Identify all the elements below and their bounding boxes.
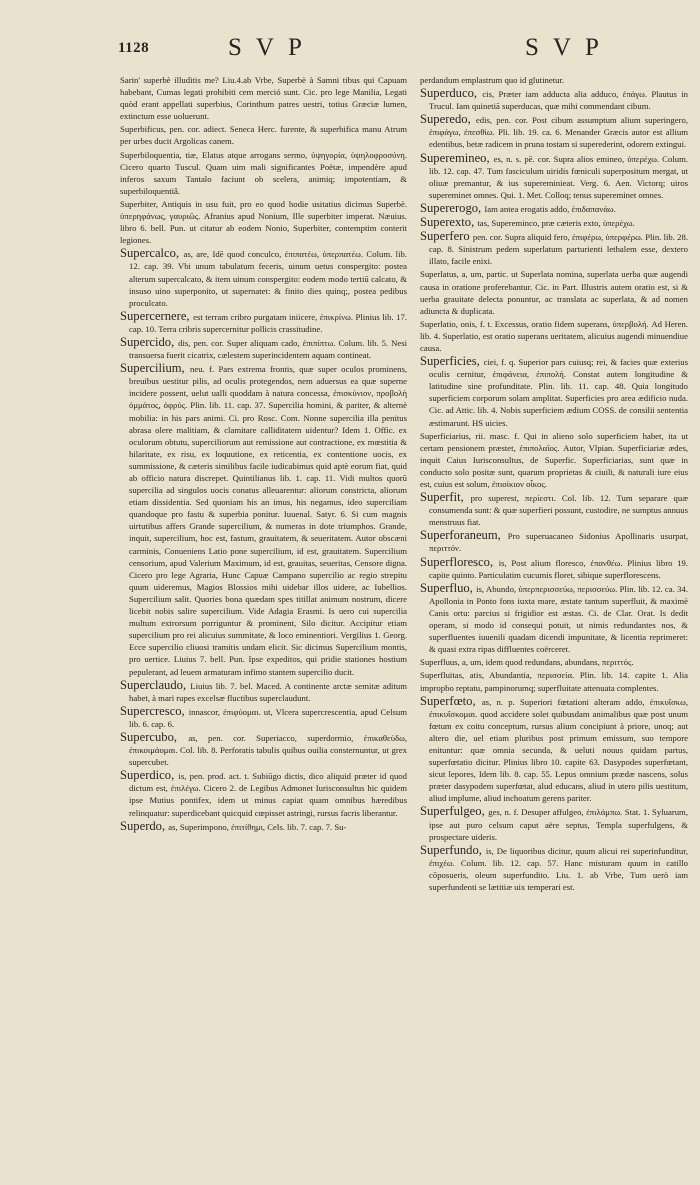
entry-text: Superbiter, Antiquis in usu fuit, pro eo quod hodie usitatius dicimus Superbè. ὑπερηφάνως, γαυριῶς. Afranius apud Nonium, Ille superbiter imperat. Næuius. libro 6. bell. Pun. ut citatur ab eodem Nonio, Superbiter, contemptim conterit legiones.	[120, 198, 407, 246]
entry-text: Superbificus, pen. cor. adiect. Seneca Herc. furente, & superbifica manu Atrum per urbes ducit Argolicas canem.	[120, 124, 407, 147]
entry-headword: Superedo,	[420, 112, 476, 127]
entry-text: neu. f. Pars extrema frontis, quæ super oculos prominens, breuibus uestitur pilis, ad oculis protegendos, nem aduersus ea quæ superne incidere possent, uelut ualli quoddam à natura concessa, ἐπισκύνιον, προβολὴ ὀμμάτος, ὀφρύς. Plin. lib. 11. cap. 37. Supercilia homini, & pariter, & alternè mobilia: in his pars animi. Ci. pro Rosc. Com. Nonne supercilia illa penitus abrasa olere malitiam, & clamitare calliditatem uidentur? Idem 1. Offic. ex oculorum obtutu, superciliorum aut remissione aut contractione, ex mœstitia & hilaritate, ex risu, ex loquutione, ex reticentia, ex contentione uocis, ex summissione, & cæteris similibus facile iudicabimus quid aptè eorum fiat, quid ab officio natura discrepet. Quintilianus lib. 1. cap. 11. Vidi multos quorū supercilia ad singulos uocis conatus alleuarentur: aliorum constricta, aliorum etiam dissidentia. Sed quoniam his an imus, his negamus, ideo superciliam quandoque pro fastu & superbia ponitur. Iuuenal. Satyr. 6. Si cum magnis uirtutibus affers Grande supercilium, & numeras in dote triumphos. Grande, inquit, supercilium, hoc est, fastum, grauitatem, & seueritatem. Autor obscæni carminis, Conueniens Latio pone supercilium, id est, grauitatem. Supercilium censorium, apud Valerium Maximum, id est, grauitas, seueritas, Censore digna. Cicero pro lege Agraria, Hunc Capuæ Campano supercilio ac regio strepitu quum uideremus, Magios Blossios mihi uidebar illos uidere, ac Iubellios. Supercilium salit. Quories bona quædam spes titillat animum nostrum, dicere licebit nobis salire supercilium. Vide Adagia Erasmi. Is uero cui supercilia multum extrorsum porriguntur & prominent, Silo dicitur. Accipitur etiam supercilium pro rei alicuius summitate, & loco eminentiori. Vergilius 1. Georg. Ecce supercilio cliuosi tramitis undam elicit. Sic dicimus Supercilium montis, pro uertice. Liuius 7. bell. Pun. Ipse expeditos, qui pridie stationes hostium pepulerant, ad leuem armaturam infimo stantem supercilio ducit.	[129, 364, 407, 677]
entry-text: tas, Supereminco, præ cæteris exto, ὑπερέχω.	[477, 218, 635, 229]
dictionary-entry	[420, 318, 688, 354]
dictionary-entry	[120, 74, 407, 122]
dictionary-entry	[420, 355, 688, 429]
entry-headword: Superfero	[420, 229, 473, 244]
page-number: 1128	[118, 40, 150, 56]
entry-headword: Superdico,	[120, 768, 179, 783]
dictionary-entry	[420, 669, 688, 693]
entry-headword: Superduco,	[420, 86, 483, 101]
dictionary-entry	[120, 769, 407, 818]
entry-headword: Superforaneum,	[420, 528, 508, 543]
dictionary-entry	[120, 705, 407, 730]
dictionary-entry	[420, 152, 688, 201]
dictionary-entry	[120, 731, 407, 768]
entry-headword: Supercalco,	[120, 246, 184, 261]
left-column	[120, 74, 407, 1174]
entry-text: is, pen. prod. act. t. Subiūgo dictis, dico aliquid præter id quod dictum est, ἐπιλέγω. Cicero 2. de Legibus Admonet Iurisconsultus hic quidem ipse Mutius pontifex, idem ut minus capiat quam omnibus hæredibus relinquatur: superdicebant quicquid cœpisset astringi, rursus facris liberantur.	[129, 771, 407, 818]
entry-text: es, n. s. pē. cor. Supra alios emineo, ὑπερέχω. Colum. lib. 12. cap. 47. Tum fasciculum uiridis fœniculi superpositum mergat, ut oliuæ premantur, & ius supereminieat. Verg. 6. Aen. Victorq; uiros supereminet omnes. Qui. 1. Met. Colloq; tenus supereminet omnes.	[429, 153, 688, 200]
entry-headword: Superfloresco,	[420, 554, 499, 569]
running-head-right: SVP	[525, 34, 613, 61]
dictionary-entry	[120, 820, 407, 833]
entry-text: perdandum emplastrum quo id glutinetur.	[420, 75, 565, 85]
entry-text: as, Superimpono, ἐπιτίθημι, Cels. lib. 7. cap. 7. Su-	[168, 821, 347, 832]
entry-headword: Superfundo,	[420, 842, 486, 857]
entry-headword: Superemineo,	[420, 150, 494, 165]
entry-text: edis, pen. cor. Post cibum assumptum alium superingero, ἐπιφάγω, ἐπεσθίω. Pli. lib. 19. ca. 6. Menander Græcis autor est allium edentibus, betæ radicem in pruna tostam si superederint, odorem extingui.	[429, 115, 688, 150]
dictionary-entry	[420, 582, 688, 656]
entry-text: cis, Præter iam adducta alia adduco, ἐπάγω. Plautus in Trucul. Iam quinetiā superducas, quæ mihi commendant cibum.	[429, 89, 688, 112]
entry-headword: Superfit,	[420, 490, 471, 505]
entry-headword: Supercubo,	[120, 729, 189, 744]
entry-text: pro superest, περίεστι. Col. lib. 12. Tum separare quæ consumenda sunt: & quæ superfieri possunt, custodire, ne sumptus annuus menstruus fiat.	[429, 493, 688, 528]
entry-text: pen. cor. Supra aliquid fero, ἐπιφέρω, ὑπερφέρω. Plin. lib. 28. cap. 8. Sinistrum pedem superlatum parturienti lethalem esse, dextero illato, facile enixi.	[429, 232, 688, 267]
entry-text: Superfluus, a, um, idem quod redundans, abundans, περιττός.	[420, 657, 634, 668]
entry-headword: Superdo,	[120, 818, 169, 833]
dictionary-entry	[420, 529, 688, 554]
dictionary-entry	[420, 556, 688, 581]
dictionary-entry	[420, 202, 688, 215]
entry-headword: Supercilium,	[120, 361, 191, 376]
dictionary-entry	[420, 216, 688, 229]
dictionary-entry	[420, 430, 688, 490]
dictionary-entry	[120, 123, 407, 147]
dictionary-entry	[420, 656, 688, 668]
entry-text: Liuius lib. 7. bel. Maced. A continente arctæ semitæ aditum habet, à mari rupes excelsæ fluctibus superclaudunt.	[129, 680, 407, 703]
entry-text: is, De liquoribus dicitur, quum alicui rei superinfunditur, ἐπιχέω. Colum. lib. 12. cap. 57. Hanc misturam quum in catillo cōposueris, oleum superfundito. Liu. 1. ab Vrbe, Tum uerò iam superfundenti se lætitiæ uix temperari est.	[429, 845, 688, 892]
entry-text: as, are, Idē quod conculco, ἐπιπατέω, ὑπερπατέω. Colum. lib. 12. cap. 39. Vbi unum tabulatum feceris, uinum uetus conspergito: postea alterum supercalcato, & item uinum conspergito: eodem modo tertiū calcato, & insuso uino superponito, ut supernatet: & finito dies quinq;, postea pedibus proculcato.	[129, 249, 407, 308]
running-head-left: SVP	[228, 34, 316, 61]
entry-headword: Superfulgeo,	[420, 804, 489, 819]
dictionary-entry	[420, 268, 688, 316]
entry-text: Pro superuacaneo Sidonius Apollinaris usurpat, περιττόν.	[429, 531, 688, 554]
dictionary-entry	[420, 74, 688, 86]
entry-headword: Supercernere,	[120, 308, 194, 323]
entry-text: innascor, ἐπιφύομαι. ut, Vlcera supercrescentia, apud Celsum lib. 6. cap. 6.	[129, 706, 407, 729]
dictionary-entry	[420, 805, 688, 842]
running-header	[0, 34, 700, 64]
entry-text: ges, n. f. Desuper affulgeo, ἐπιλάμπω. Stat. 1. Syluarum, ipse aut puro celsum caput aëre septus, Templa superfulgens, & prospectare uideris.	[429, 807, 688, 842]
right-column	[420, 74, 688, 1174]
dictionary-entry	[420, 844, 688, 893]
dictionary-entry	[420, 491, 688, 528]
entry-text: Superbiloquentia, tiæ, Elatus atque arrogans sermo, ὑψηγορία, ὑψηλοφροσύνη. Cicero quarto Tuscul. Quam uim mali significantes Poëtæ, impendère apud inferos saxum Tantalo faciunt ob scelera, animiq; impotentiam, & superbiloquentiâ.	[120, 149, 407, 196]
entry-text: Superlatio, onis, f. t. Excessus, oratio fidem superans, ὑπερβολή. Ad Heren. lib. 4. Superlatio, est oratio superans ueritatem, alicuius augendi minuendiue causa.	[420, 318, 688, 353]
entry-text: is, Post alium floresco, ἐπανθέω. Plinius libro 19. capite quinto. Particulatim cucumis floret, sibique superflorescens.	[429, 557, 688, 580]
entry-headword: Supererogo,	[420, 200, 485, 215]
dictionary-entry	[120, 149, 407, 197]
dictionary-entry	[120, 310, 407, 335]
entry-headword: Superfœto,	[420, 693, 482, 708]
dictionary-entry	[420, 230, 688, 267]
entry-headword: Supercido,	[120, 334, 179, 349]
dictionary-entry	[120, 362, 407, 677]
entry-text: Superficiarius, rii. masc. f. Qui in alieno solo superficiem habet, ita ut certam pensionem præstet, ἐπιπολαῖος. Autor, Vlpian. Superficiariæ ædes, inquit Caius Iurisconsultus, de Superfic. Superficiarias, sunt quæ in conducto solo positæ sunt, quarum proprietas & ciuili, & naturali iure eius est, cuius est solum, ἐπιοίκιον οἶκος.	[420, 430, 688, 489]
dictionary-entry	[120, 336, 407, 361]
entry-headword: Supercresco,	[120, 703, 189, 718]
entry-text: Sarin' superbè illuditis me? Liu.4.ab Vrbe, Superbè à Samni tibus qui Capuam habebant, Cumas legati prohibiti cem merció sunt. Cic. pro lege Manilia, Legati quòd erant appellati superbius, Corinthum patres uestri, totius Græciæ lumen, extinctum esse uoluerunt.	[120, 75, 407, 122]
entry-text: is, Abundo, ὑπερπερισσεύω, περισσεύω. Plin. lib. 12. ca. 34. Apollonia in Ponto fons iuxta mare, æstate tantum superfluit, & maximè Canis ortu: parcius si frigidior est æstas. Ci. de Clar. Orat. Is dedit operam, si modo id consequi potuit, ut nimis redundantes nos, & superfluentes iuuenili quadam dicendi impunitate, & licentia reprimeret: & quasi extra ripas diffluentes coërceret.	[429, 583, 688, 655]
entry-text: as, pen. cor. Superiacco, superdormio, ἐπικαθεύδω, ἐπικοιμάομαι. Col. lib. 8. Perforatis tabulis quibus ouilia consternuntur, ut grex supercubet.	[129, 732, 407, 768]
dictionary-entry	[120, 198, 407, 246]
dictionary-entry	[420, 695, 688, 805]
entry-text: as, n. p. Superiori fœtationi alteram addo, ἐπικυΐσκω, ἐπικυΐσκομαι. quod accidere solet quibusdam animalibus quæ post unum fœtum ex coitu conceptum, rursus alium concipiunt à priore, unoq; aut altero die, uel etiam pluribus post primum emissum, suo tempore enituntur: quæ omnia secunda, & ueluti nouus quidam partus, superfœtatio dicitur. Plinius libro 10. capite 63. Dasypodes superfœtant, sicut lepores, Idem lib. 8. cap. 55. Lepus omnium prædæ nascens, solus præter dasypodem superfœtat, alud educans, aliud in utero pilis uestitum, aliud implume, aliud inchoatum gerens pariter.	[429, 696, 688, 804]
entry-headword: Superexto,	[420, 215, 478, 230]
entry-headword: Superfluo,	[420, 580, 477, 595]
entry-text: Superlatus, a, um, partic. ut Superlata nomina, superlata uerba quæ augendi causa in oratione proferebantur. Cic. in Part. Illustris autem oratio est, si & uerba grauitate delecta ponuntur, ac translata ac superlata, & ad nomen adiuncta & duplicata.	[420, 269, 688, 316]
entry-text: dis, pen. cor. Super aliquam cado, ἐπιπίπτω. Colum. lib. 5. Nesi transuersa fuerit cicatrix, cælestem superincidentem aquam contineat.	[129, 337, 407, 361]
entry-text: Superfluitas, atis, Abundantia, περισσεία. Plin. lib. 14. capite 1. Alia impropbo reptatu, pampinorumq; superfluitate attenuata complentes.	[420, 670, 688, 693]
entry-text: ciei, f. q. Superior pars cuiusq; rei, & facies quæ exterius oculis cernitur, ἐπιφάνεια, ἐπιπολή. Constat autem longitudine & latitudine sine profunditate. Plin. lib. 11. cap. 48. Quia longitudo superficiem corporum solam amplitat. Superficies pro area ædificio nuda. Cic. ad Attic. lib. 4. Nobis superficiem ædium COSS. de consilii sententia æstimarunt. HS uicies.	[429, 357, 688, 428]
dictionary-entry	[420, 113, 688, 150]
entry-headword: Superclaudo,	[120, 677, 191, 692]
dictionary-entry	[120, 679, 407, 704]
dictionary-entry	[420, 87, 688, 112]
entry-headword: Superficies,	[420, 354, 484, 369]
entry-text: est terram cribro purgatam iniicere, ἐπικρίνω. Plinius lib. 17. cap. 10. Terra cribris supercernitur pollicis crassitudine.	[129, 311, 407, 334]
dictionary-entry	[120, 247, 407, 308]
entry-text: Iam antea erogatis addo, ἐπιδαπανάω.	[484, 203, 616, 214]
